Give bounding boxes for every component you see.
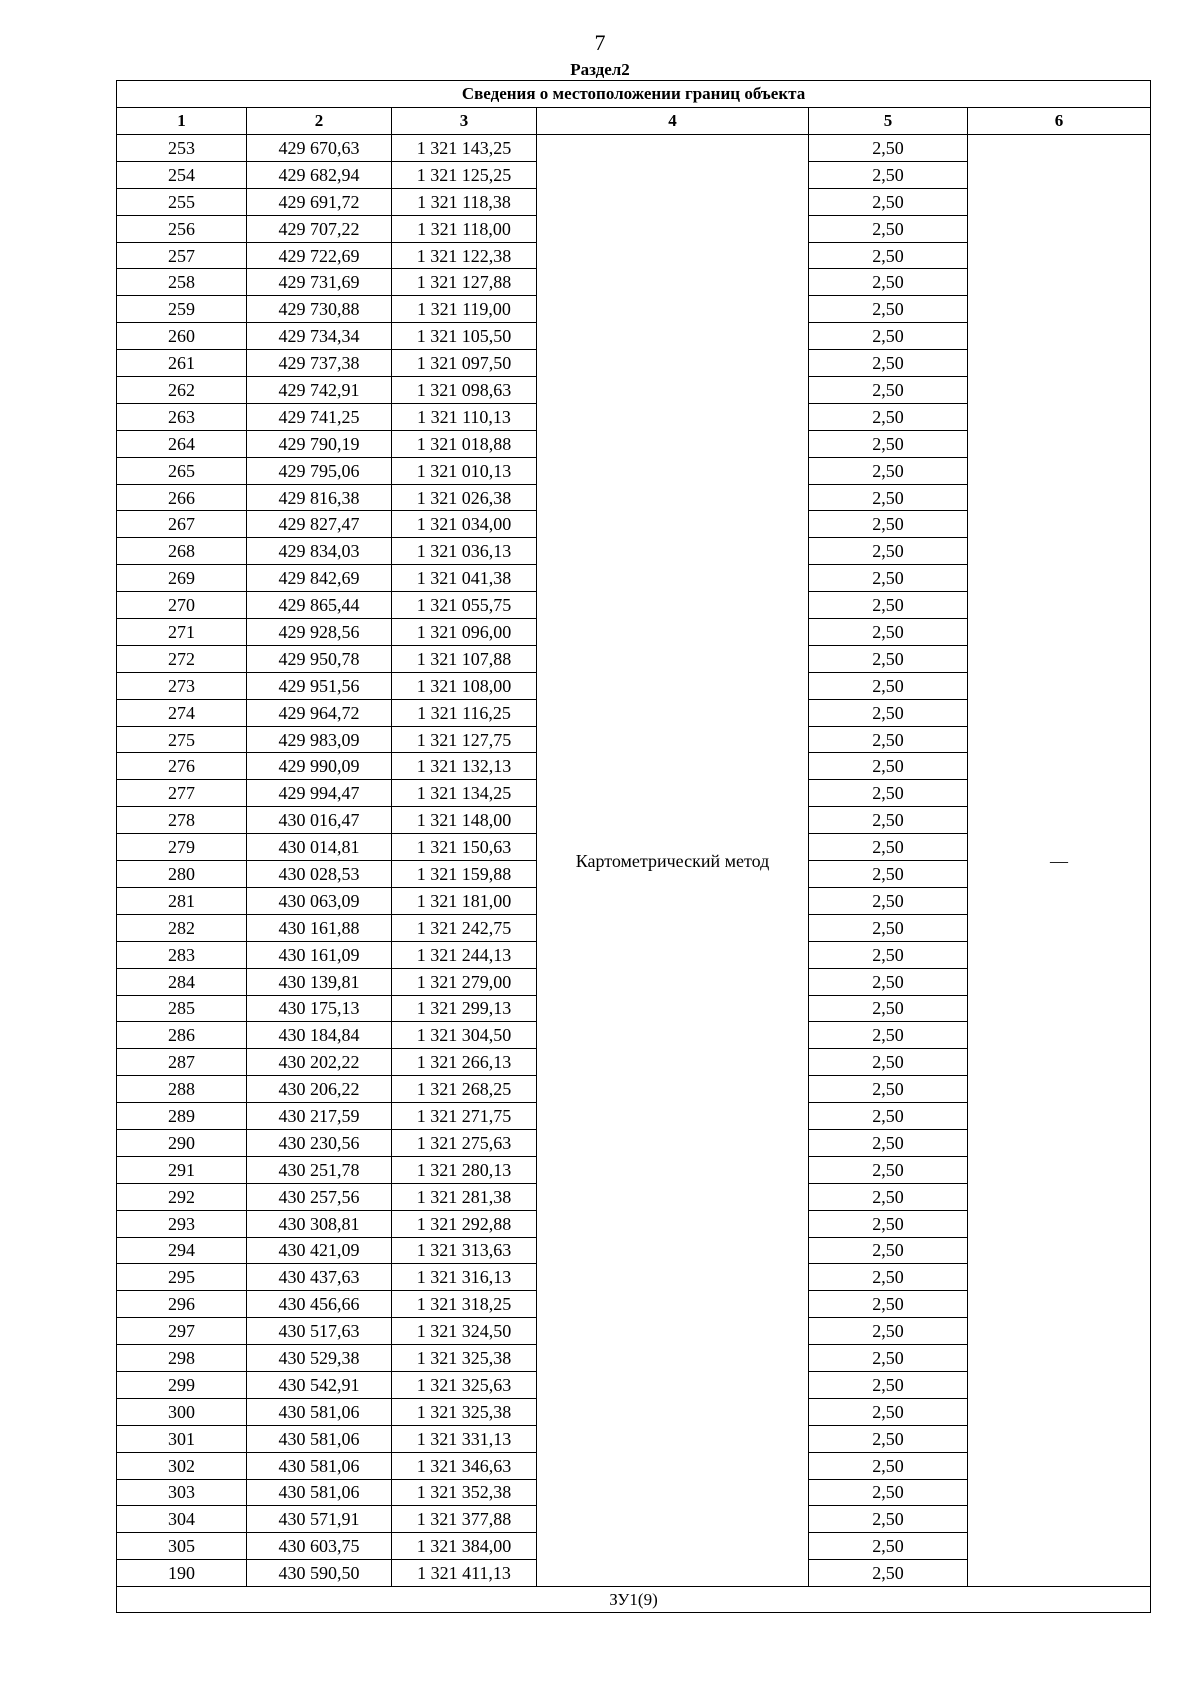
header-row — [117, 108, 1151, 135]
x-coordinate-cell: 429 737,38 — [247, 350, 392, 377]
x-coordinate-cell: 429 827,47 — [247, 511, 392, 538]
y-coordinate-cell: 1 321 096,00 — [392, 619, 537, 646]
point-number-cell: 287 — [117, 1049, 247, 1076]
accuracy-cell: 2,50 — [809, 1533, 968, 1560]
accuracy-cell: 2,50 — [809, 807, 968, 834]
x-coordinate-cell: 429 865,44 — [247, 592, 392, 619]
x-coordinate-cell: 430 206,22 — [247, 1076, 392, 1103]
y-coordinate-cell: 1 321 292,88 — [392, 1210, 537, 1237]
accuracy-cell: 2,50 — [809, 726, 968, 753]
x-coordinate-cell: 429 816,38 — [247, 484, 392, 511]
point-number-cell: 274 — [117, 699, 247, 726]
point-number-cell: 253 — [117, 135, 247, 162]
accuracy-cell: 2,50 — [809, 350, 968, 377]
x-coordinate-cell: 430 257,56 — [247, 1183, 392, 1210]
x-coordinate-cell: 430 161,88 — [247, 914, 392, 941]
y-coordinate-cell: 1 321 268,25 — [392, 1076, 537, 1103]
accuracy-cell: 2,50 — [809, 1049, 968, 1076]
point-number-cell: 256 — [117, 215, 247, 242]
accuracy-cell: 2,50 — [809, 968, 968, 995]
x-coordinate-cell: 430 175,13 — [247, 995, 392, 1022]
x-coordinate-cell: 430 421,09 — [247, 1237, 392, 1264]
x-coordinate-cell: 430 202,22 — [247, 1049, 392, 1076]
y-coordinate-cell: 1 321 271,75 — [392, 1103, 537, 1130]
y-coordinate-cell: 1 321 299,13 — [392, 995, 537, 1022]
accuracy-cell: 2,50 — [809, 484, 968, 511]
boundary-table — [116, 80, 1151, 1613]
point-number-cell: 261 — [117, 350, 247, 377]
y-coordinate-cell: 1 321 143,25 — [392, 135, 537, 162]
accuracy-cell: 2,50 — [809, 1129, 968, 1156]
y-coordinate-cell: 1 321 275,63 — [392, 1129, 537, 1156]
point-number-cell: 302 — [117, 1452, 247, 1479]
y-coordinate-cell: 1 321 026,38 — [392, 484, 537, 511]
y-coordinate-cell: 1 321 098,63 — [392, 377, 537, 404]
accuracy-cell: 2,50 — [809, 672, 968, 699]
accuracy-cell: 2,50 — [809, 430, 968, 457]
y-coordinate-cell: 1 321 108,00 — [392, 672, 537, 699]
y-coordinate-cell: 1 321 281,38 — [392, 1183, 537, 1210]
y-coordinate-cell: 1 321 132,13 — [392, 753, 537, 780]
accuracy-cell: 2,50 — [809, 1345, 968, 1372]
accuracy-cell: 2,50 — [809, 269, 968, 296]
accuracy-cell: 2,50 — [809, 619, 968, 646]
accuracy-cell: 2,50 — [809, 1506, 968, 1533]
accuracy-cell: 2,50 — [809, 1560, 968, 1587]
accuracy-cell: 2,50 — [809, 565, 968, 592]
y-coordinate-cell: 1 321 150,63 — [392, 834, 537, 861]
x-coordinate-cell: 429 990,09 — [247, 753, 392, 780]
x-coordinate-cell: 430 456,66 — [247, 1291, 392, 1318]
x-coordinate-cell: 430 014,81 — [247, 834, 392, 861]
column-header: 6 — [968, 108, 1151, 135]
point-number-cell: 304 — [117, 1506, 247, 1533]
point-number-cell: 300 — [117, 1398, 247, 1425]
x-coordinate-cell: 430 217,59 — [247, 1103, 392, 1130]
point-number-cell: 289 — [117, 1103, 247, 1130]
accuracy-cell: 2,50 — [809, 135, 968, 162]
x-coordinate-cell: 430 251,78 — [247, 1156, 392, 1183]
y-coordinate-cell: 1 321 266,13 — [392, 1049, 537, 1076]
accuracy-cell: 2,50 — [809, 215, 968, 242]
y-coordinate-cell: 1 321 181,00 — [392, 887, 537, 914]
x-coordinate-cell: 430 230,56 — [247, 1129, 392, 1156]
point-number-cell: 296 — [117, 1291, 247, 1318]
accuracy-cell: 2,50 — [809, 645, 968, 672]
x-coordinate-cell: 429 722,69 — [247, 242, 392, 269]
point-number-cell: 294 — [117, 1237, 247, 1264]
accuracy-cell: 2,50 — [809, 753, 968, 780]
point-number-cell: 273 — [117, 672, 247, 699]
accuracy-cell: 2,50 — [809, 403, 968, 430]
point-number-cell: 284 — [117, 968, 247, 995]
point-number-cell: 259 — [117, 296, 247, 323]
y-coordinate-cell: 1 321 280,13 — [392, 1156, 537, 1183]
x-coordinate-cell: 430 571,91 — [247, 1506, 392, 1533]
point-number-cell: 285 — [117, 995, 247, 1022]
point-number-cell: 298 — [117, 1345, 247, 1372]
accuracy-cell: 2,50 — [809, 1479, 968, 1506]
y-coordinate-cell: 1 321 324,50 — [392, 1318, 537, 1345]
column-header: 4 — [537, 108, 809, 135]
point-number-cell: 267 — [117, 511, 247, 538]
x-coordinate-cell: 429 707,22 — [247, 215, 392, 242]
x-coordinate-cell: 430 517,63 — [247, 1318, 392, 1345]
accuracy-cell: 2,50 — [809, 1103, 968, 1130]
x-coordinate-cell: 430 437,63 — [247, 1264, 392, 1291]
method-cell: Картометрический метод — [537, 135, 809, 1587]
y-coordinate-cell: 1 321 127,75 — [392, 726, 537, 753]
accuracy-cell: 2,50 — [809, 887, 968, 914]
y-coordinate-cell: 1 321 325,63 — [392, 1371, 537, 1398]
x-coordinate-cell: 430 542,91 — [247, 1371, 392, 1398]
point-number-cell: 262 — [117, 377, 247, 404]
accuracy-cell: 2,50 — [809, 1210, 968, 1237]
accuracy-cell: 2,50 — [809, 914, 968, 941]
point-number-cell: 305 — [117, 1533, 247, 1560]
y-coordinate-cell: 1 321 325,38 — [392, 1345, 537, 1372]
x-coordinate-cell: 429 964,72 — [247, 699, 392, 726]
table-body — [117, 135, 1151, 1587]
table-caption: Сведения о местоположении границ объекта — [117, 81, 1151, 108]
y-coordinate-cell: 1 321 242,75 — [392, 914, 537, 941]
y-coordinate-cell: 1 321 116,25 — [392, 699, 537, 726]
point-number-cell: 299 — [117, 1371, 247, 1398]
point-number-cell: 266 — [117, 484, 247, 511]
accuracy-cell: 2,50 — [809, 188, 968, 215]
x-coordinate-cell: 429 734,34 — [247, 323, 392, 350]
x-coordinate-cell: 429 731,69 — [247, 269, 392, 296]
y-coordinate-cell: 1 321 010,13 — [392, 457, 537, 484]
point-number-cell: 303 — [117, 1479, 247, 1506]
table-row — [117, 135, 1151, 162]
y-coordinate-cell: 1 321 036,13 — [392, 538, 537, 565]
x-coordinate-cell: 429 795,06 — [247, 457, 392, 484]
y-coordinate-cell: 1 321 122,38 — [392, 242, 537, 269]
point-number-cell: 254 — [117, 161, 247, 188]
y-coordinate-cell: 1 321 119,00 — [392, 296, 537, 323]
x-coordinate-cell: 430 184,84 — [247, 1022, 392, 1049]
point-number-cell: 268 — [117, 538, 247, 565]
y-coordinate-cell: 1 321 316,13 — [392, 1264, 537, 1291]
accuracy-cell: 2,50 — [809, 1237, 968, 1264]
accuracy-cell: 2,50 — [809, 941, 968, 968]
x-coordinate-cell: 430 016,47 — [247, 807, 392, 834]
x-coordinate-cell: 430 581,06 — [247, 1479, 392, 1506]
x-coordinate-cell: 429 983,09 — [247, 726, 392, 753]
accuracy-cell: 2,50 — [809, 1398, 968, 1425]
y-coordinate-cell: 1 321 134,25 — [392, 780, 537, 807]
y-coordinate-cell: 1 321 377,88 — [392, 1506, 537, 1533]
y-coordinate-cell: 1 321 034,00 — [392, 511, 537, 538]
accuracy-cell: 2,50 — [809, 1183, 968, 1210]
y-coordinate-cell: 1 321 346,63 — [392, 1452, 537, 1479]
x-coordinate-cell: 430 308,81 — [247, 1210, 392, 1237]
y-coordinate-cell: 1 321 159,88 — [392, 861, 537, 888]
y-coordinate-cell: 1 321 352,38 — [392, 1479, 537, 1506]
accuracy-cell: 2,50 — [809, 538, 968, 565]
accuracy-cell: 2,50 — [809, 1318, 968, 1345]
x-coordinate-cell: 430 581,06 — [247, 1425, 392, 1452]
point-number-cell: 276 — [117, 753, 247, 780]
point-number-cell: 260 — [117, 323, 247, 350]
accuracy-cell: 2,50 — [809, 511, 968, 538]
point-number-cell: 288 — [117, 1076, 247, 1103]
point-number-cell: 271 — [117, 619, 247, 646]
accuracy-cell: 2,50 — [809, 699, 968, 726]
point-number-cell: 255 — [117, 188, 247, 215]
point-number-cell: 290 — [117, 1129, 247, 1156]
point-number-cell: 265 — [117, 457, 247, 484]
point-number-cell: 280 — [117, 861, 247, 888]
x-coordinate-cell: 429 742,91 — [247, 377, 392, 404]
point-number-cell: 281 — [117, 887, 247, 914]
point-number-cell: 277 — [117, 780, 247, 807]
x-coordinate-cell: 429 682,94 — [247, 161, 392, 188]
accuracy-cell: 2,50 — [809, 1371, 968, 1398]
accuracy-cell: 2,50 — [809, 1076, 968, 1103]
accuracy-cell: 2,50 — [809, 780, 968, 807]
point-number-cell: 279 — [117, 834, 247, 861]
accuracy-cell: 2,50 — [809, 1452, 968, 1479]
point-number-cell: 263 — [117, 403, 247, 430]
x-coordinate-cell: 429 730,88 — [247, 296, 392, 323]
accuracy-cell: 2,50 — [809, 457, 968, 484]
y-coordinate-cell: 1 321 118,38 — [392, 188, 537, 215]
section-title: Раздел2 — [570, 60, 630, 79]
point-number-cell: 190 — [117, 1560, 247, 1587]
point-number-cell: 258 — [117, 269, 247, 296]
x-coordinate-cell: 430 581,06 — [247, 1398, 392, 1425]
x-coordinate-cell: 429 950,78 — [247, 645, 392, 672]
table-footer-label: ЗУ1(9) — [117, 1587, 1151, 1613]
x-coordinate-cell: 430 028,53 — [247, 861, 392, 888]
x-coordinate-cell: 430 603,75 — [247, 1533, 392, 1560]
y-coordinate-cell: 1 321 110,13 — [392, 403, 537, 430]
y-coordinate-cell: 1 321 313,63 — [392, 1237, 537, 1264]
y-coordinate-cell: 1 321 097,50 — [392, 350, 537, 377]
y-coordinate-cell: 1 321 107,88 — [392, 645, 537, 672]
x-coordinate-cell: 429 994,47 — [247, 780, 392, 807]
y-coordinate-cell: 1 321 041,38 — [392, 565, 537, 592]
y-coordinate-cell: 1 321 325,38 — [392, 1398, 537, 1425]
x-coordinate-cell: 430 063,09 — [247, 887, 392, 914]
y-coordinate-cell: 1 321 318,25 — [392, 1291, 537, 1318]
point-number-cell: 282 — [117, 914, 247, 941]
point-number-cell: 264 — [117, 430, 247, 457]
accuracy-cell: 2,50 — [809, 995, 968, 1022]
y-coordinate-cell: 1 321 411,13 — [392, 1560, 537, 1587]
y-coordinate-cell: 1 321 127,88 — [392, 269, 537, 296]
point-number-cell: 292 — [117, 1183, 247, 1210]
point-number-cell: 270 — [117, 592, 247, 619]
point-number-cell: 293 — [117, 1210, 247, 1237]
y-coordinate-cell: 1 321 118,00 — [392, 215, 537, 242]
point-number-cell: 291 — [117, 1156, 247, 1183]
page-number: 7 — [594, 30, 606, 55]
x-coordinate-cell: 429 670,63 — [247, 135, 392, 162]
description-cell: — — [968, 135, 1151, 1587]
accuracy-cell: 2,50 — [809, 1022, 968, 1049]
x-coordinate-cell: 429 951,56 — [247, 672, 392, 699]
accuracy-cell: 2,50 — [809, 861, 968, 888]
x-coordinate-cell: 429 691,72 — [247, 188, 392, 215]
y-coordinate-cell: 1 321 055,75 — [392, 592, 537, 619]
y-coordinate-cell: 1 321 105,50 — [392, 323, 537, 350]
accuracy-cell: 2,50 — [809, 1264, 968, 1291]
x-coordinate-cell: 430 590,50 — [247, 1560, 392, 1587]
x-coordinate-cell: 430 529,38 — [247, 1345, 392, 1372]
x-coordinate-cell: 430 581,06 — [247, 1452, 392, 1479]
x-coordinate-cell: 429 842,69 — [247, 565, 392, 592]
y-coordinate-cell: 1 321 384,00 — [392, 1533, 537, 1560]
y-coordinate-cell: 1 321 331,13 — [392, 1425, 537, 1452]
y-coordinate-cell: 1 321 244,13 — [392, 941, 537, 968]
x-coordinate-cell: 429 834,03 — [247, 538, 392, 565]
column-header: 1 — [117, 108, 247, 135]
point-number-cell: 295 — [117, 1264, 247, 1291]
point-number-cell: 272 — [117, 645, 247, 672]
accuracy-cell: 2,50 — [809, 592, 968, 619]
x-coordinate-cell: 430 139,81 — [247, 968, 392, 995]
accuracy-cell: 2,50 — [809, 1425, 968, 1452]
accuracy-cell: 2,50 — [809, 834, 968, 861]
point-number-cell: 301 — [117, 1425, 247, 1452]
point-number-cell: 297 — [117, 1318, 247, 1345]
y-coordinate-cell: 1 321 018,88 — [392, 430, 537, 457]
point-number-cell: 269 — [117, 565, 247, 592]
y-coordinate-cell: 1 321 148,00 — [392, 807, 537, 834]
column-header: 3 — [392, 108, 537, 135]
y-coordinate-cell: 1 321 279,00 — [392, 968, 537, 995]
accuracy-cell: 2,50 — [809, 296, 968, 323]
column-header: 2 — [247, 108, 392, 135]
accuracy-cell: 2,50 — [809, 242, 968, 269]
x-coordinate-cell: 429 928,56 — [247, 619, 392, 646]
y-coordinate-cell: 1 321 125,25 — [392, 161, 537, 188]
point-number-cell: 275 — [117, 726, 247, 753]
column-header: 5 — [809, 108, 968, 135]
accuracy-cell: 2,50 — [809, 1156, 968, 1183]
x-coordinate-cell: 430 161,09 — [247, 941, 392, 968]
y-coordinate-cell: 1 321 304,50 — [392, 1022, 537, 1049]
point-number-cell: 286 — [117, 1022, 247, 1049]
accuracy-cell: 2,50 — [809, 377, 968, 404]
accuracy-cell: 2,50 — [809, 161, 968, 188]
point-number-cell: 257 — [117, 242, 247, 269]
accuracy-cell: 2,50 — [809, 323, 968, 350]
point-number-cell: 278 — [117, 807, 247, 834]
point-number-cell: 283 — [117, 941, 247, 968]
x-coordinate-cell: 429 790,19 — [247, 430, 392, 457]
x-coordinate-cell: 429 741,25 — [247, 403, 392, 430]
accuracy-cell: 2,50 — [809, 1291, 968, 1318]
